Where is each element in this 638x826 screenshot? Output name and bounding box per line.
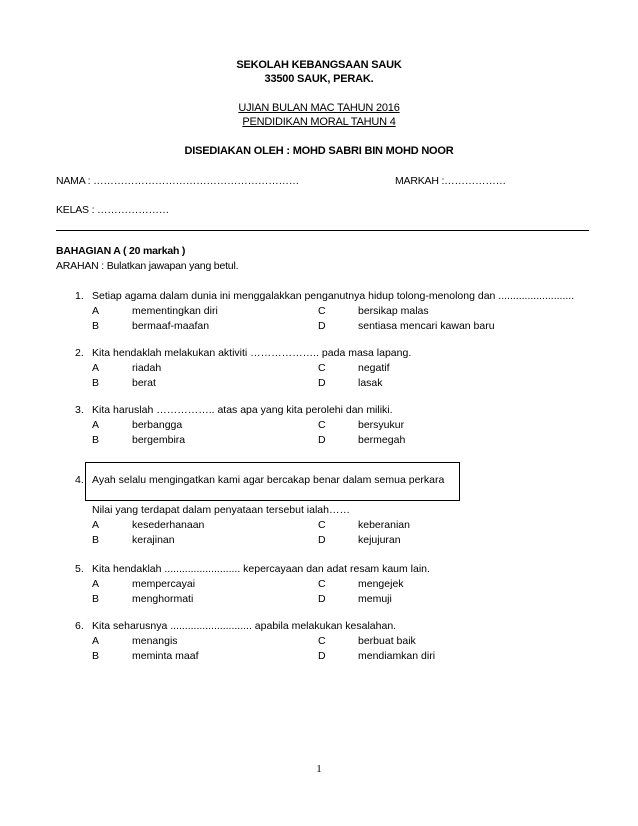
option-text-d: sentiasa mencari kawan baru <box>358 320 495 332</box>
option-text-d: kejujuran <box>358 534 401 546</box>
option-text-c: keberanian <box>358 519 410 531</box>
option-letter-c: C <box>318 305 326 317</box>
section-instruction: ARAHAN : Bulatkan jawapan yang betul. <box>56 260 239 272</box>
option-letter-d: D <box>318 377 326 389</box>
option-text-d: mendiamkan diri <box>358 650 436 662</box>
option-text-d: lasak <box>358 377 383 389</box>
name-field-label: NAMA : …………………………………………………… <box>56 175 300 187</box>
question-number: 1. <box>75 290 84 302</box>
question-statement: Ayah selalu mengingatkan kami agar bercakap benar dalam semua perkara <box>92 474 445 486</box>
school-name: SEKOLAH KEBANGSAAN SAUK <box>236 59 402 71</box>
option-letter-b: B <box>92 377 100 389</box>
question-text: Nilai yang terdapat dalam penyataan tersebut ialah…… <box>92 504 350 516</box>
section-title: BAHAGIAN A ( 20 markah ) <box>56 245 186 257</box>
option-text-c: mengejek <box>358 578 404 590</box>
option-text-a: mempercayai <box>132 578 196 590</box>
option-text-b: berat <box>132 377 156 389</box>
question-2 <box>0 347 638 407</box>
option-letter-c: C <box>318 519 326 531</box>
option-text-b: kerajinan <box>132 534 175 546</box>
option-letter-d: D <box>318 320 326 332</box>
header-divider <box>56 230 589 231</box>
question-text: Kita haruslah …………….. atas apa yang kita perolehi dan miliki. <box>92 404 393 416</box>
option-letter-a: A <box>92 419 100 431</box>
option-text-a: kesederhanaan <box>132 519 205 531</box>
option-letter-d: D <box>318 434 326 446</box>
option-letter-c: C <box>318 578 326 590</box>
option-text-a: mementingkan diri <box>132 305 218 317</box>
option-letter-b: B <box>92 593 100 605</box>
option-letter-a: A <box>92 578 100 590</box>
option-letter-c: C <box>318 635 326 647</box>
option-letter-b: B <box>92 650 100 662</box>
option-letter-d: D <box>318 593 326 605</box>
option-text-b: meminta maaf <box>132 650 199 662</box>
question-text: Kita seharusnya ............................ apabila melakukan kesalahan. <box>92 620 397 632</box>
option-text-b: menghormati <box>132 593 194 605</box>
option-text-d: bermegah <box>358 434 406 446</box>
option-letter-b: B <box>92 534 100 546</box>
option-text-c: berbuat baik <box>358 635 416 647</box>
question-number: 2. <box>75 347 84 359</box>
option-letter-a: A <box>92 635 100 647</box>
option-letter-c: C <box>318 362 326 374</box>
question-number: 5. <box>75 563 84 575</box>
option-text-c: negatif <box>358 362 390 374</box>
option-letter-a: A <box>92 305 100 317</box>
marks-field-label: MARKAH :……………… <box>395 175 506 187</box>
page-number: 1 <box>316 763 322 775</box>
question-number: 3. <box>75 404 84 416</box>
option-text-a: menangis <box>132 635 178 647</box>
option-text-c: bersikap malas <box>358 305 429 317</box>
option-letter-a: A <box>92 519 100 531</box>
question-number: 4. <box>75 474 84 486</box>
option-letter-d: D <box>318 650 326 662</box>
question-text: Kita hendaklah melakukan aktiviti ……………….. pada masa lapang. <box>92 347 412 359</box>
option-text-a: riadah <box>132 362 162 374</box>
exam-subject: PENDIDIKAN MORAL TAHUN 4 <box>242 116 396 128</box>
option-letter-d: D <box>318 534 326 546</box>
school-address: 33500 SAUK, PERAK. <box>264 73 374 85</box>
option-letter-b: B <box>92 320 100 332</box>
option-text-a: berbangga <box>132 419 183 431</box>
prepared-by: DISEDIAKAN OLEH : MOHD SABRI BIN MOHD NOOR <box>184 145 454 157</box>
question-text: Setiap agama dalam dunia ini menggalakkan penganutnya hidup tolong-menolong dan .......................... <box>92 290 575 302</box>
option-text-c: bersyukur <box>358 419 405 431</box>
option-letter-c: C <box>318 419 326 431</box>
question-text: Kita hendaklah .......................... kepercayaan dan adat resam kaum lain. <box>92 563 430 575</box>
option-letter-a: A <box>92 362 100 374</box>
question-3 <box>0 404 638 464</box>
option-text-b: bermaaf-maafan <box>132 320 210 332</box>
question-4 <box>0 474 638 554</box>
exam-title: UJIAN BULAN MAC TAHUN 2016 <box>238 102 400 114</box>
option-text-d: memuji <box>358 593 392 605</box>
class-field-label: KELAS : ………………… <box>56 204 170 216</box>
option-text-b: bergembira <box>132 434 186 446</box>
option-letter-b: B <box>92 434 100 446</box>
question-6 <box>0 620 638 680</box>
question-number: 6. <box>75 620 84 632</box>
question-1 <box>0 290 638 350</box>
question-5 <box>0 563 638 623</box>
